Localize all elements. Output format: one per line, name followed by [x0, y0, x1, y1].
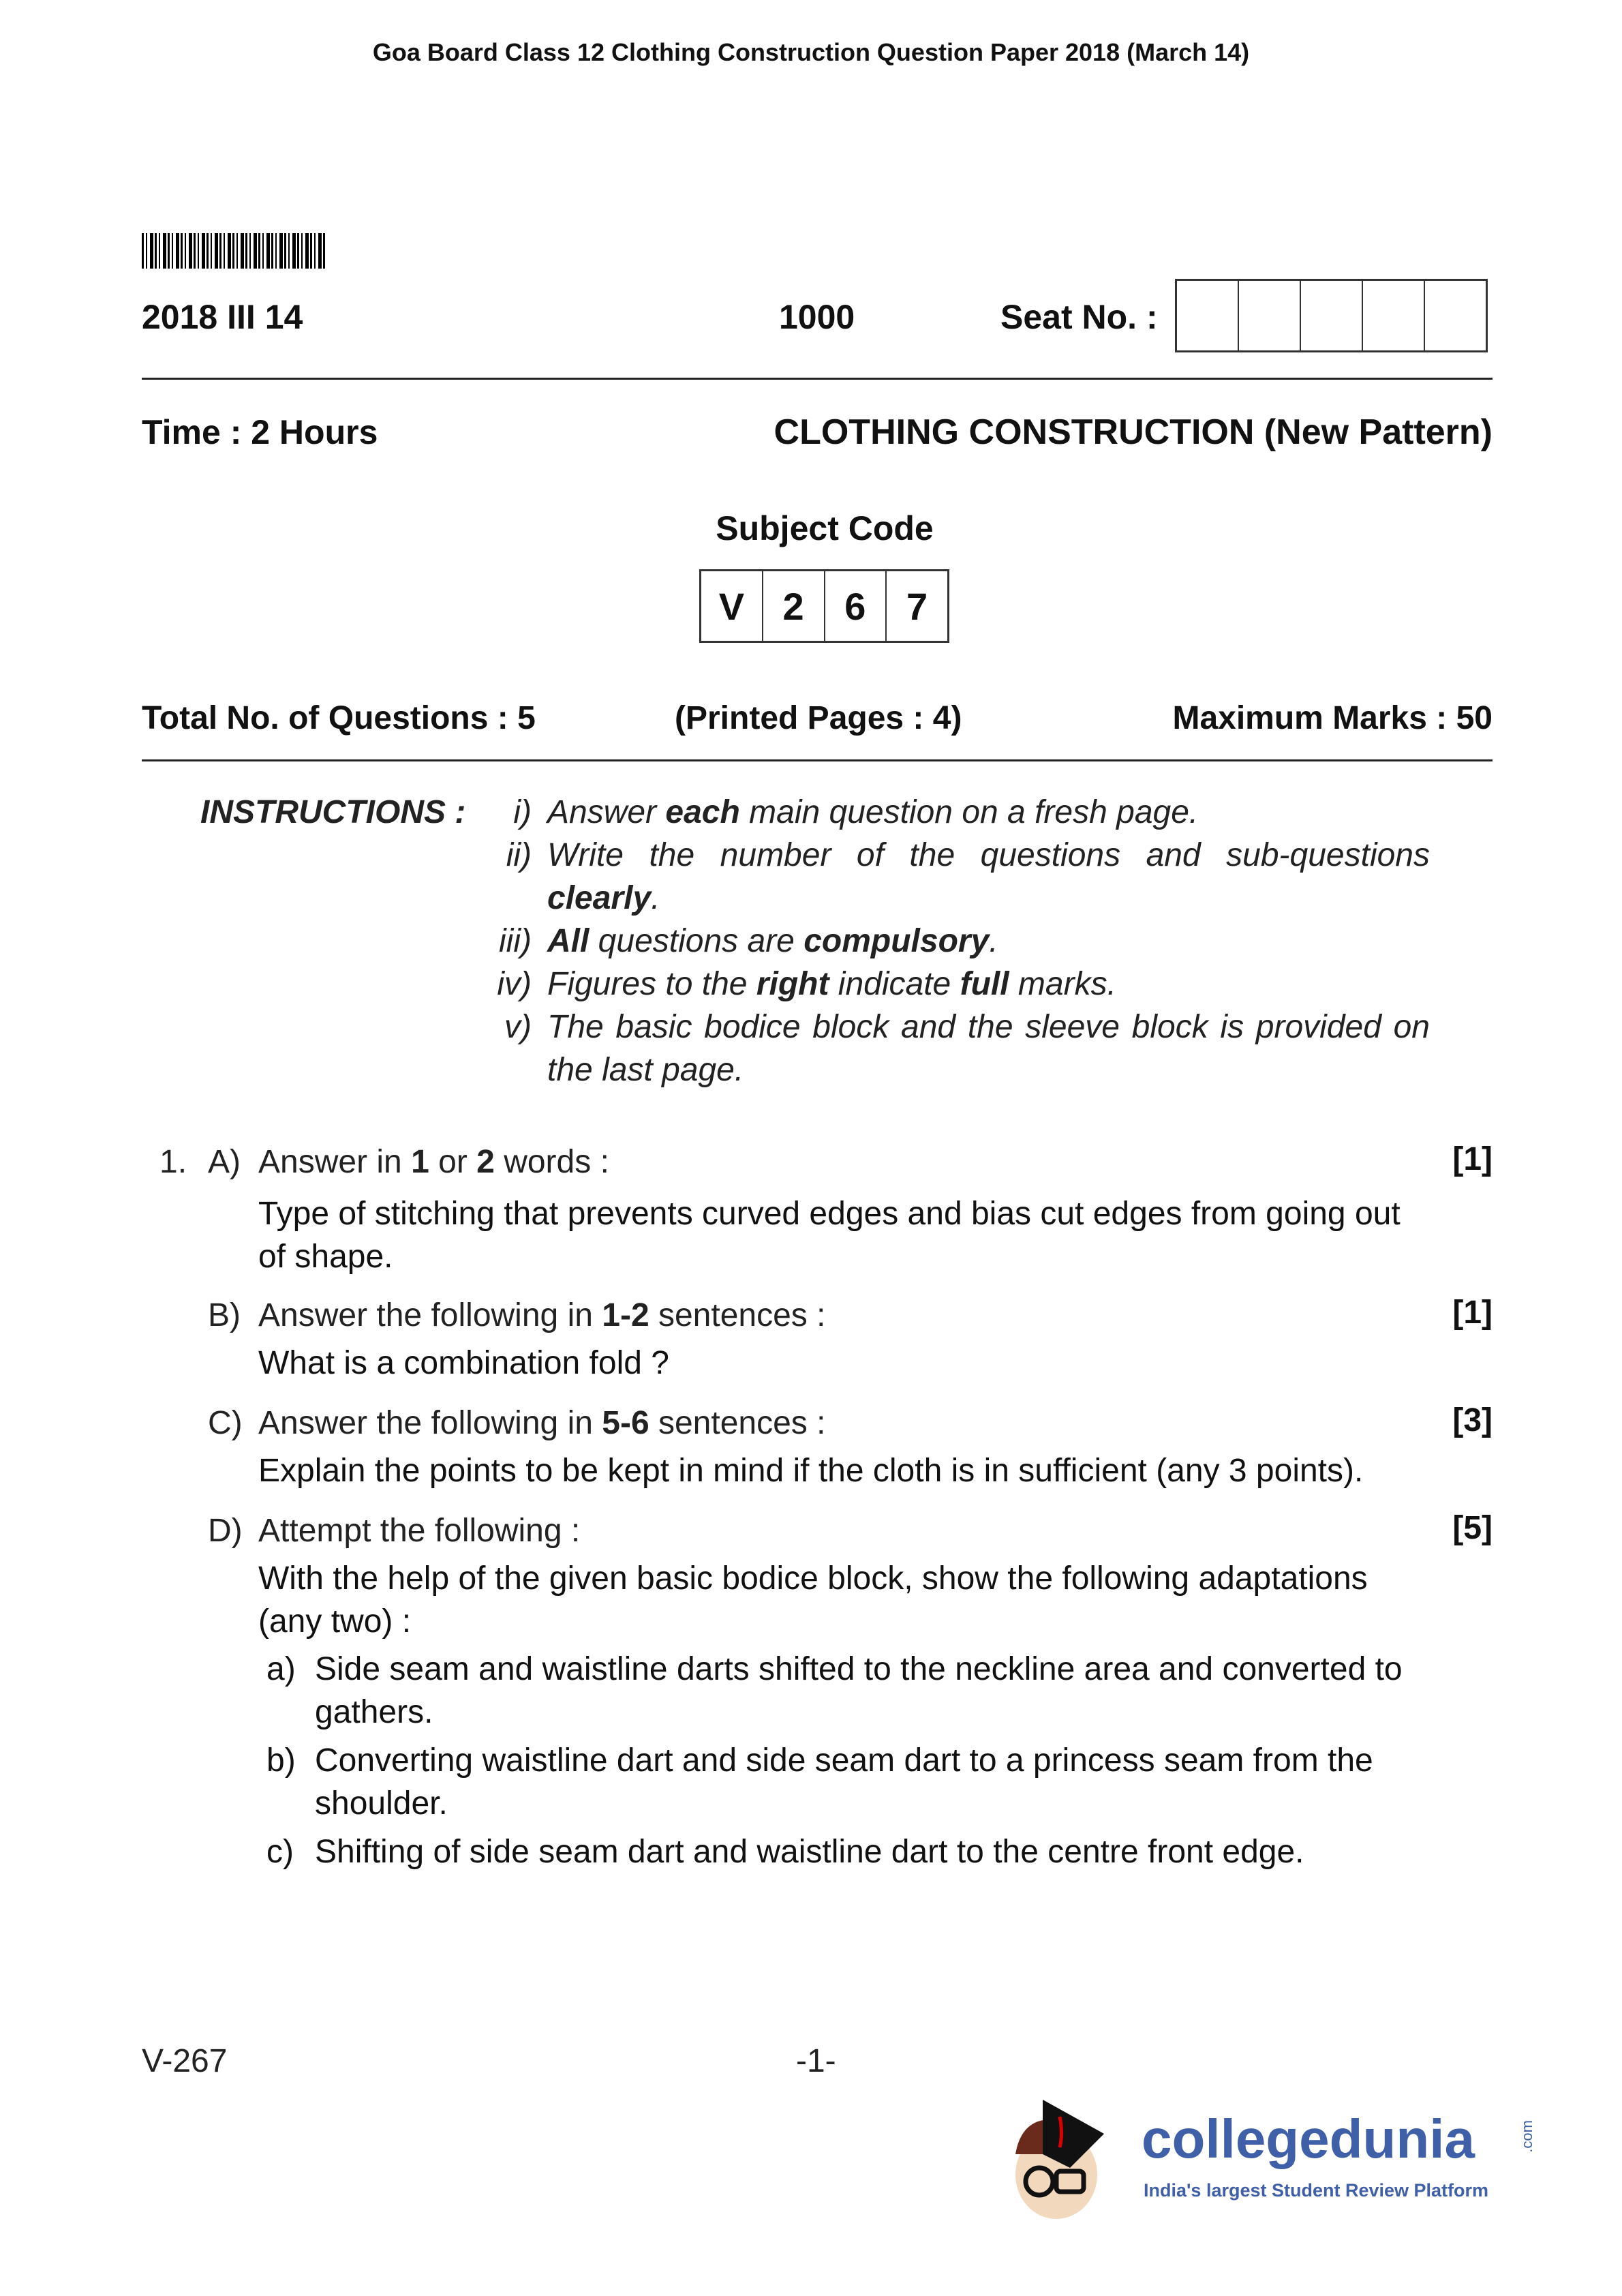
document-header: Goa Board Class 12 Clothing Construction Question Paper 2018 (March 14) — [372, 38, 1250, 66]
mascot-logo-icon — [1002, 2093, 1138, 2222]
instruction-number: i) — [513, 794, 532, 830]
subject-code-char: 2 — [763, 571, 825, 641]
instruction-number: iv) — [497, 966, 532, 1002]
part-instruction: Answer the following in 1-2 sentences : — [258, 1297, 826, 1333]
max-marks: Maximum Marks : 50 — [1172, 700, 1493, 736]
sub-item-text: Shifting of side seam dart and waistline dart to the centre front edge. — [315, 1834, 1304, 1870]
instruction-number: ii) — [506, 837, 532, 873]
instruction-text: All questions are compulsory. — [547, 923, 998, 959]
logo-tagline: India's largest Student Review Platform — [1144, 2180, 1489, 2201]
part-label: A) — [208, 1144, 241, 1180]
part-instruction: Answer the following in 5-6 sentences : — [258, 1405, 826, 1441]
instruction-number: iii) — [499, 923, 532, 959]
total-questions: Total No. of Questions : 5 — [142, 700, 536, 736]
part-marks: [5] — [1452, 1510, 1493, 1546]
part-marks: [1] — [1452, 1141, 1493, 1177]
subject-code-char: 6 — [825, 571, 887, 641]
subject-code-boxes — [699, 569, 949, 643]
divider — [142, 378, 1493, 380]
sub-item-label: c) — [266, 1834, 294, 1870]
sub-item-label: b) — [266, 1742, 296, 1779]
part-question: With the help of the given basic bodice block, show the following adaptations (any two) : — [258, 1560, 1368, 1640]
part-label: D) — [208, 1513, 243, 1549]
copy-count: 1000 — [779, 298, 855, 336]
time: Time : 2 Hours — [142, 413, 378, 451]
sub-item-text: Side seam and waistline darts shifted to the neckline area and converted to gathers. — [315, 1651, 1403, 1730]
subject-code-label: Subject Code — [716, 509, 934, 547]
part-instruction: Attempt the following : — [258, 1513, 581, 1549]
footer-code: V-267 — [142, 2043, 228, 2079]
part-marks: [3] — [1452, 1402, 1493, 1438]
subject-code-char: V — [701, 571, 763, 641]
instruction-text: Write the number of the questions and sub-questions clearly. — [547, 837, 1430, 916]
seat-number-boxes[interactable] — [1175, 279, 1488, 352]
page-number: -1- — [796, 2043, 836, 2079]
barcode — [142, 233, 327, 269]
part-marks: [1] — [1452, 1295, 1493, 1331]
seat-label: Seat No. : — [1000, 298, 1158, 336]
instructions-label: INSTRUCTIONS : — [200, 794, 466, 830]
instruction-number: v) — [504, 1009, 532, 1045]
part-question: What is a combination fold ? — [258, 1345, 669, 1381]
divider — [142, 759, 1493, 761]
instruction-text: Answer each main question on a fresh page. — [547, 794, 1199, 830]
subject-title: CLOTHING CONSTRUCTION (New Pattern) — [774, 412, 1493, 452]
instruction-text: Figures to the right indicate full marks. — [547, 966, 1116, 1002]
paper-code: 2018 III 14 — [142, 298, 303, 336]
part-question: Type of stitching that prevents curved edges and bias cut edges from going out of shape. — [258, 1196, 1401, 1275]
sub-item-label: a) — [266, 1651, 296, 1687]
part-label: B) — [208, 1297, 241, 1333]
printed-pages: (Printed Pages : 4) — [675, 700, 962, 736]
part-instruction: Answer in 1 or 2 words : — [258, 1144, 609, 1180]
logo-name: collegedunia — [1142, 2109, 1475, 2169]
part-question: Explain the points to be kept in mind if the cloth is in sufficient (any 3 points). — [258, 1453, 1364, 1489]
sub-item-text: Converting waistline dart and side seam dart to a princess seam from the shoulder. — [315, 1742, 1373, 1822]
instruction-text: The basic bodice block and the sleeve block is provided on the last page. — [547, 1009, 1430, 1088]
question-number: 1. — [159, 1144, 187, 1180]
subject-code-char: 7 — [906, 584, 928, 628]
part-label: C) — [208, 1405, 243, 1441]
logo-com: .com — [1518, 2120, 1535, 2153]
